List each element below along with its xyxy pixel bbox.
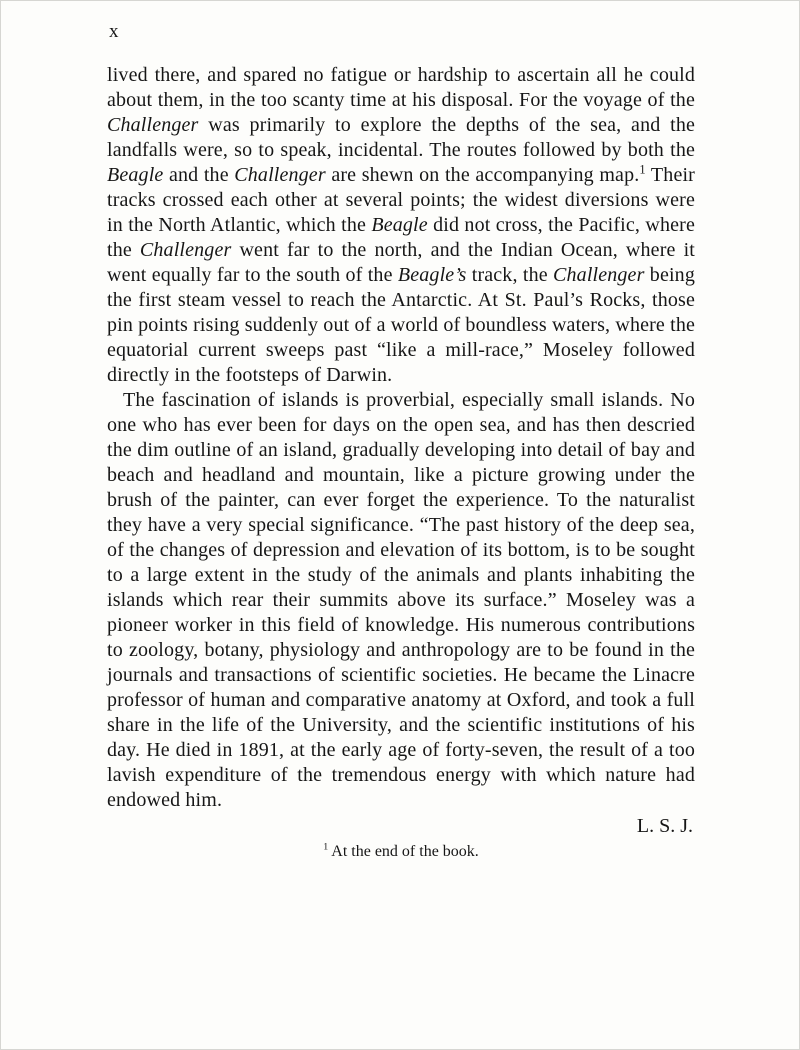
text-run: lived there, and spared no fatigue or hardship to ascertain all he could about them, in the too scanty time at his disposal. For the voyage of the <box>107 64 695 111</box>
italic-run: Beagle <box>107 164 164 186</box>
footnote-text: At the end of the book. <box>328 843 479 860</box>
text-run: Their tracks crossed each other at several points; the widest diversions were in the North Atlantic, which the <box>107 164 695 236</box>
italic-run: Challenger <box>234 164 326 186</box>
footnote-ref: 1 <box>639 162 646 177</box>
italic-run: Challenger <box>107 114 199 136</box>
text-run: The fascination of islands is proverbial, especially small islands. No one who has ever been for days on the open sea, and has then descried the dim outline of an island, gradually developing into detail of bay and beach and headland and mountain, like a picture growing under the brush of the painter, can ever forget the experience. To the naturalist they have a very special significance. “The past history of the deep sea, of the changes of depression and elevation of its bottom, is to be sought to a large extent in the study of the animals and plants inhabiting the islands which rear their summits above its surface.” Moseley was a pioneer worker in this field of knowledge. His numerous contributions to zoology, botany, physiology and anthropology are to be found in the journals and transactions of scientific societies. He became the Linacre professor of human and comparative anatomy at Oxford, and took a full share in the life of the University, and the scientific institutions of his day. He died in 1891, at the early age of forty-seven, the result of a too lavish expenditure of the tremendous energy with which nature had endowed him. <box>107 389 695 811</box>
text-run: being the first steam vessel to reach the Antarctic. At St. Paul’s Rocks, those pin points rising suddenly out of a world of boundless waters, where the equatorial current sweeps past “like a mill-race,” Moseley followed directly in the footsteps of Darwin. <box>107 264 695 386</box>
italic-run: Challenger <box>139 239 232 261</box>
italic-run: Beagle’s <box>397 264 467 286</box>
text-run: and the <box>163 164 235 186</box>
paragraph-2 <box>107 388 695 813</box>
footnote-marker: 1 <box>323 841 329 853</box>
text-run: track, the <box>466 264 554 286</box>
page-number: x <box>109 21 119 42</box>
text-run: was primarily to explore the depths of the sea, and the landfalls were, so to speak, incidental. The routes followed by both the <box>107 114 695 161</box>
author-initials: L. S. J. <box>636 815 693 837</box>
text-run: are shewn on the accompanying map. <box>325 164 640 186</box>
italic-run: Challenger <box>553 264 645 286</box>
italic-run: Beagle <box>371 214 428 236</box>
text-run: went far to the north, and the Indian Ocean, where it went equally far to the south of the <box>107 239 695 286</box>
paragraph-1 <box>107 63 695 388</box>
footnote <box>107 842 695 862</box>
body-text <box>107 63 695 813</box>
text-run: did not cross, the Pacific, where the <box>107 214 695 261</box>
